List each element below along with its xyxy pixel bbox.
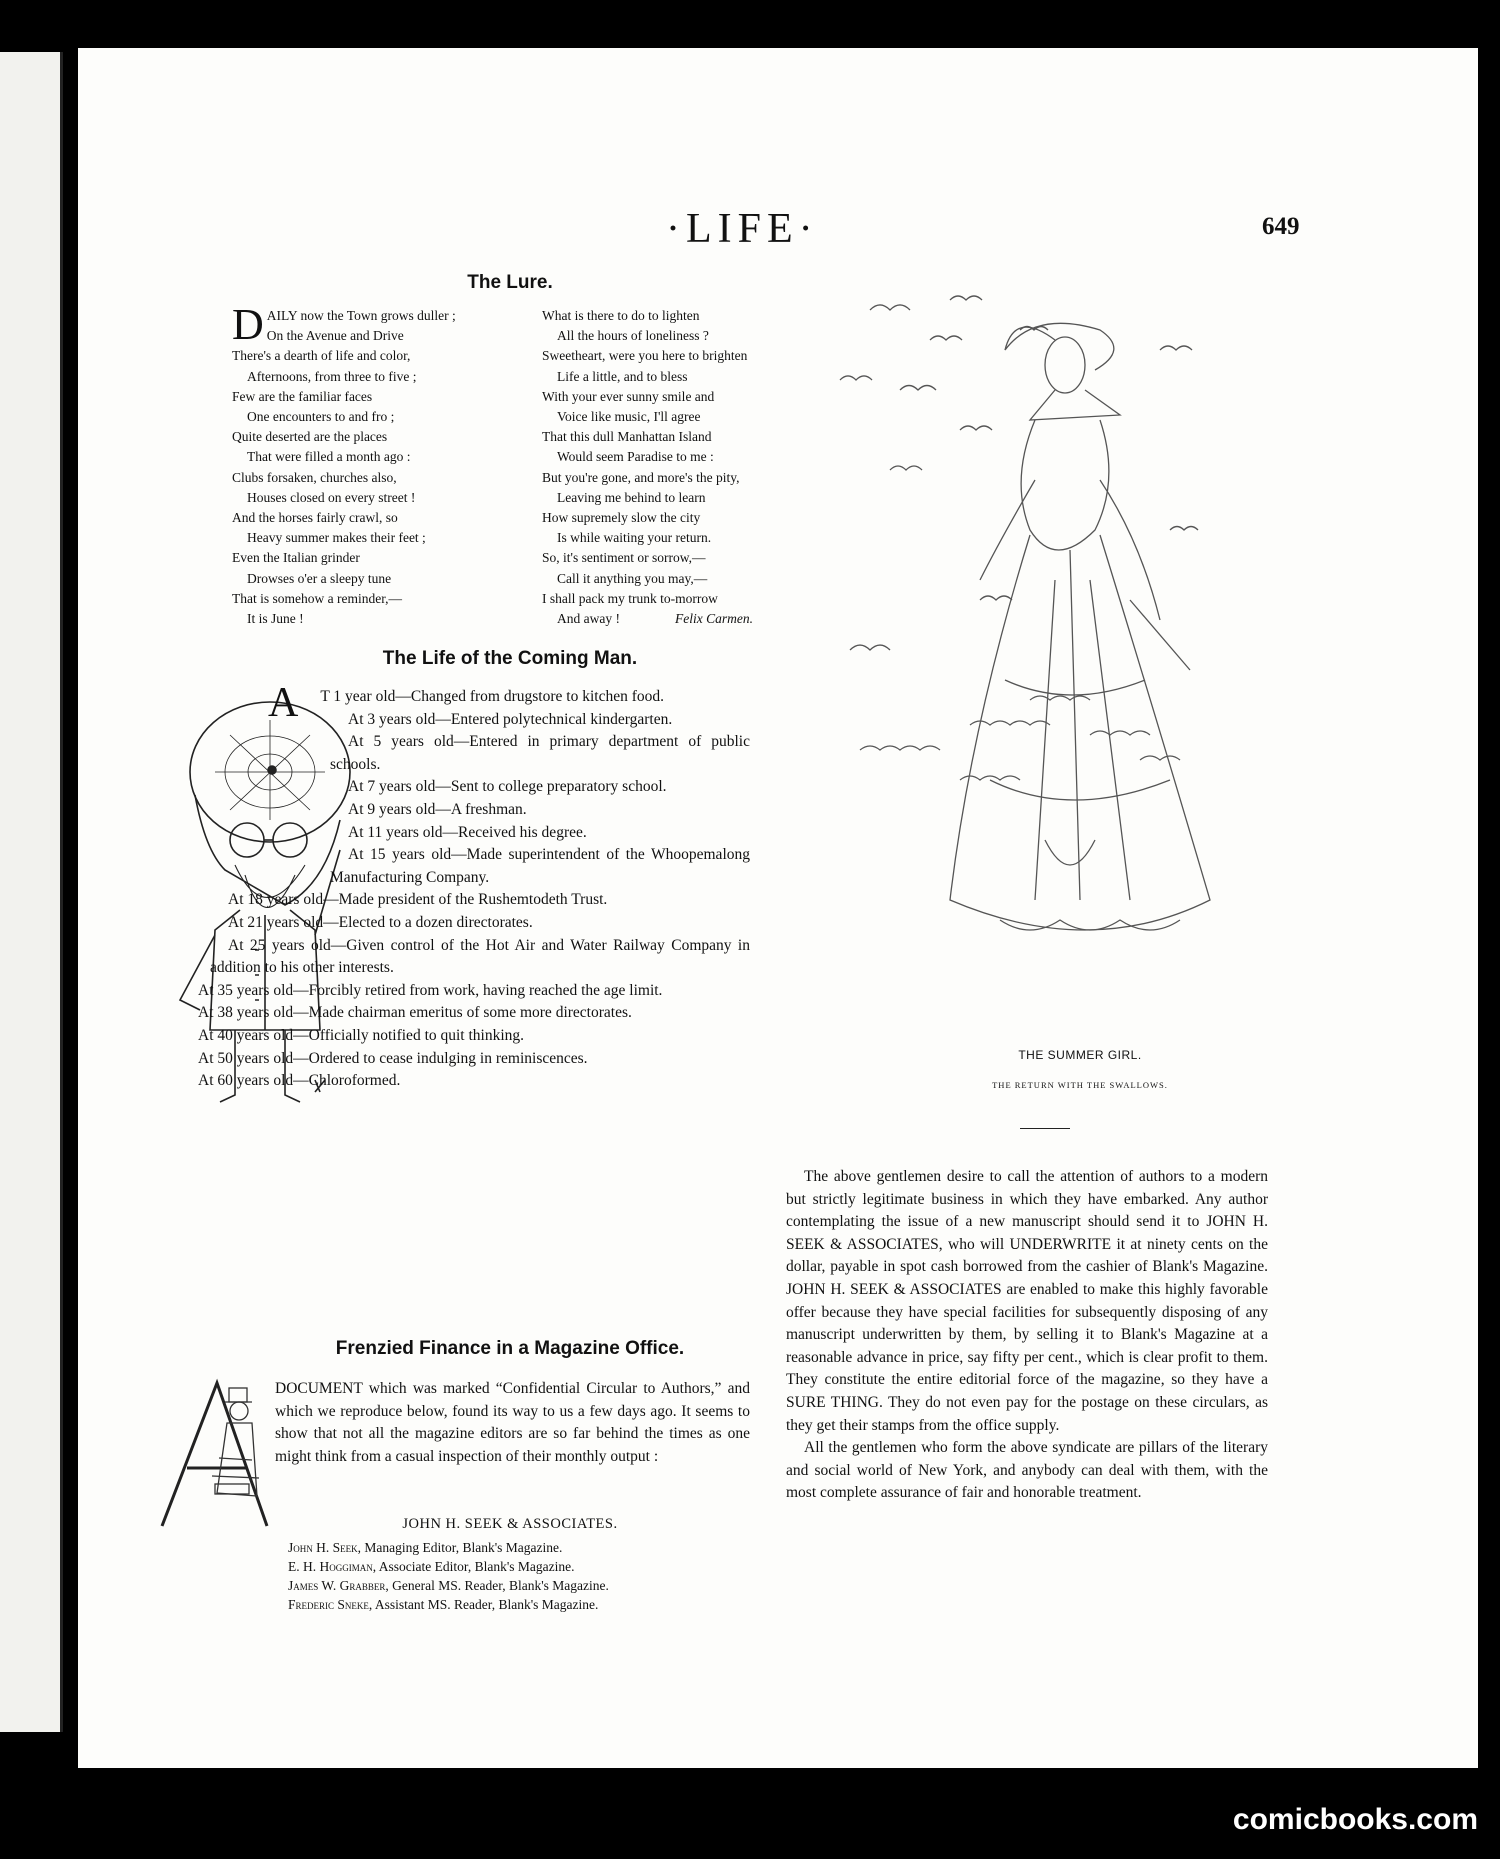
- staff-name: Frederic Sneke,: [288, 1597, 373, 1612]
- coming-man-drop-cap: A: [268, 680, 299, 726]
- poem-line: Call it anything you may,—: [557, 570, 708, 586]
- poem-line: It is June !: [247, 611, 304, 627]
- page-number: 649: [1262, 213, 1300, 240]
- timeline-entry: At 35 years old—Forcibly retired from work, having reached the age limit.: [198, 981, 663, 999]
- frenzied-title: Frenzied Finance in a Magazine Office.: [335, 1338, 685, 1359]
- timeline-entry: At 21 years old—Elected to a dozen directorates.: [228, 913, 533, 931]
- poem-line: That were filled a month ago :: [247, 449, 411, 465]
- staff-role: Associate Editor, Blank's Magazine.: [376, 1559, 575, 1574]
- illustration-subcaption: THE RETURN WITH THE SWALLOWS.: [992, 1080, 1168, 1090]
- poem-line: Drowses o'er a sleepy tune: [247, 570, 392, 586]
- poem-line: How supremely slow the city: [542, 510, 701, 526]
- staff-role: General MS. Reader, Blank's Magazine.: [388, 1578, 609, 1593]
- poem-line: Would seem Paradise to me :: [557, 449, 714, 465]
- masthead-title: ·LIFE·: [666, 206, 819, 252]
- poem-line: Life a little, and to bless: [557, 368, 688, 384]
- right-paragraph: The above gentlemen desire to call the attention of authors to a modern but strictly legitimate business in which they have embarked. Any author contemplating the issue of a new manuscript should send it to JOHN H. SEEK & ASSOCIATES, who will UNDERWRITE it at ninety cents on the dollar, payable in spot cash borrowed from the cashier of Blank's Magazine. JOHN H. SEEK & ASSOCIATES are enabled to make this highly favorable offer because they have special facilities for subsequently disposing of any manuscript underwritten by them, by selling it to Blank's Magazine at a reasonable advance in price, say fifty per cent., which is clear profit to them. They constitute the entire editorial force of the magazine, so they have a SURE THING. They do not even pay for the postage on these circulars, as they get their stamps from the office supply.: [786, 1168, 1268, 1434]
- frenzied-intro: [230, 1378, 750, 1468]
- timeline-entry: At 15 years old—Made superintendent of the Whoopemalong Manufacturing Company.: [330, 846, 750, 886]
- staff-role: Assistant MS. Reader, Blank's Magazine.: [372, 1597, 599, 1612]
- staff-name: John H. Seek,: [288, 1540, 362, 1555]
- coming-man-body: [198, 680, 750, 1093]
- timeline-entry: At 60 years old—Chloroformed.: [198, 1072, 401, 1090]
- poem-line: Sweetheart, were you here to brighten: [542, 348, 748, 364]
- summer-girl-illustration: [830, 280, 1350, 1000]
- poem-line: Is while waiting your return.: [557, 530, 712, 546]
- staff-name: James W. Grabber,: [288, 1578, 389, 1593]
- right-paragraph: All the gentlemen who form the above syndicate are pillars of the literary and social world of New York, and anybody can deal with them, with the most complete assurance of fair and honorable treatment.: [786, 1439, 1268, 1502]
- poem-line: Even the Italian grinder: [232, 550, 360, 566]
- poem-line: Clubs forsaken, churches also,: [232, 469, 397, 485]
- lure-first-line: AILY now the Town grows duller ;: [266, 308, 456, 323]
- poem-line: That is somehow a reminder,—: [232, 590, 403, 606]
- poem-line: Quite deserted are the places: [232, 429, 388, 445]
- timeline-entry: At 11 years old—Received his degree.: [348, 823, 587, 841]
- firm-name: JOHN H. SEEK & ASSOCIATES.: [402, 1516, 618, 1532]
- poem-line: Leaving me behind to learn: [557, 489, 706, 505]
- timeline-entry: At 9 years old—A freshman.: [348, 800, 527, 818]
- timeline-entry: At 25 years old—Given control of the Hot Air and Water Railway Company in addition to his other interests.: [210, 936, 750, 977]
- staff-role: Managing Editor, Blank's Magazine.: [361, 1540, 563, 1555]
- watermark: comicbooks.com: [1232, 1803, 1478, 1836]
- poem-line: One encounters to and fro ;: [247, 409, 395, 425]
- page-spine: [0, 52, 63, 1732]
- column-rule: [1020, 1128, 1070, 1129]
- staff-name: E. H. Hoggiman,: [288, 1559, 377, 1574]
- poem-line: What is there to do to lighten: [542, 308, 700, 323]
- poem-line: Voice like music, I'll agree: [557, 409, 701, 425]
- poem-author: Felix Carmen.: [674, 611, 753, 627]
- poem-line: Afternoons, from three to five ;: [247, 368, 417, 384]
- poem-line: And the horses fairly crawl, so: [232, 510, 398, 526]
- timeline-entry: At 5 years old—Entered in primary department of public schools.: [330, 733, 750, 773]
- frenzied-intro-text: DOCUMENT which was marked “Confidential Circular to Authors,” and which we reproduce below, found its way to us a few days ago. It seems to show that not all the magazine editors are so far behind the times as one might think from a casual inspection of their monthly output :: [275, 1380, 750, 1465]
- poem-line: That this dull Manhattan Island: [542, 429, 712, 445]
- poem-line: On the Avenue and Drive: [266, 328, 404, 344]
- poem-line: Heavy summer makes their feet ;: [247, 530, 426, 546]
- poem-line: There's a dearth of life and color,: [232, 348, 411, 364]
- lure-column-2: [542, 306, 832, 629]
- lure-drop-cap: D: [232, 300, 264, 349]
- timeline-entry: At 38 years old—Made chairman emeritus of some more directorates.: [198, 1004, 632, 1022]
- poem-line: And away ! Felix Carmen.: [557, 611, 753, 627]
- poem-line: But you're gone, and more's the pity,: [542, 469, 740, 485]
- illustration-caption: THE SUMMER GIRL.: [1018, 1048, 1142, 1062]
- staff-row: [288, 1538, 758, 1557]
- poem-line: Few are the familiar faces: [232, 388, 373, 404]
- timeline-entry: At 40 years old—Officially notified to quit thinking.: [198, 1026, 525, 1044]
- coming-man-title: The Life of the Coming Man.: [382, 648, 638, 669]
- coming-man-first-entry: T 1 year old—Changed from drugstore to kitchen food.: [320, 688, 664, 705]
- timeline-entry: At 50 years old—Ordered to cease indulging in reminiscences.: [198, 1049, 588, 1067]
- poem-line: Houses closed on every street !: [247, 489, 416, 505]
- staff-list: [288, 1538, 758, 1614]
- staff-row: [288, 1576, 758, 1595]
- right-column-text: [786, 1166, 1268, 1505]
- poem-line: So, it's sentiment or sorrow,—: [542, 550, 706, 566]
- lure-column-1: [232, 300, 532, 629]
- lure-title: The Lure.: [467, 272, 553, 293]
- timeline-entry: At 3 years old—Entered polytechnical kindergarten.: [348, 710, 673, 728]
- staff-row: [288, 1557, 758, 1576]
- staff-row: [288, 1595, 758, 1614]
- poem-line: With your ever sunny smile and: [542, 388, 715, 404]
- poem-line: All the hours of loneliness ?: [557, 328, 709, 344]
- timeline-entry: At 18 years old—Made president of the Rushemtodeth Trust.: [228, 891, 608, 909]
- poem-line: I shall pack my trunk to-morrow: [542, 590, 718, 606]
- timeline-entry: At 7 years old—Sent to college preparatory school.: [348, 778, 667, 796]
